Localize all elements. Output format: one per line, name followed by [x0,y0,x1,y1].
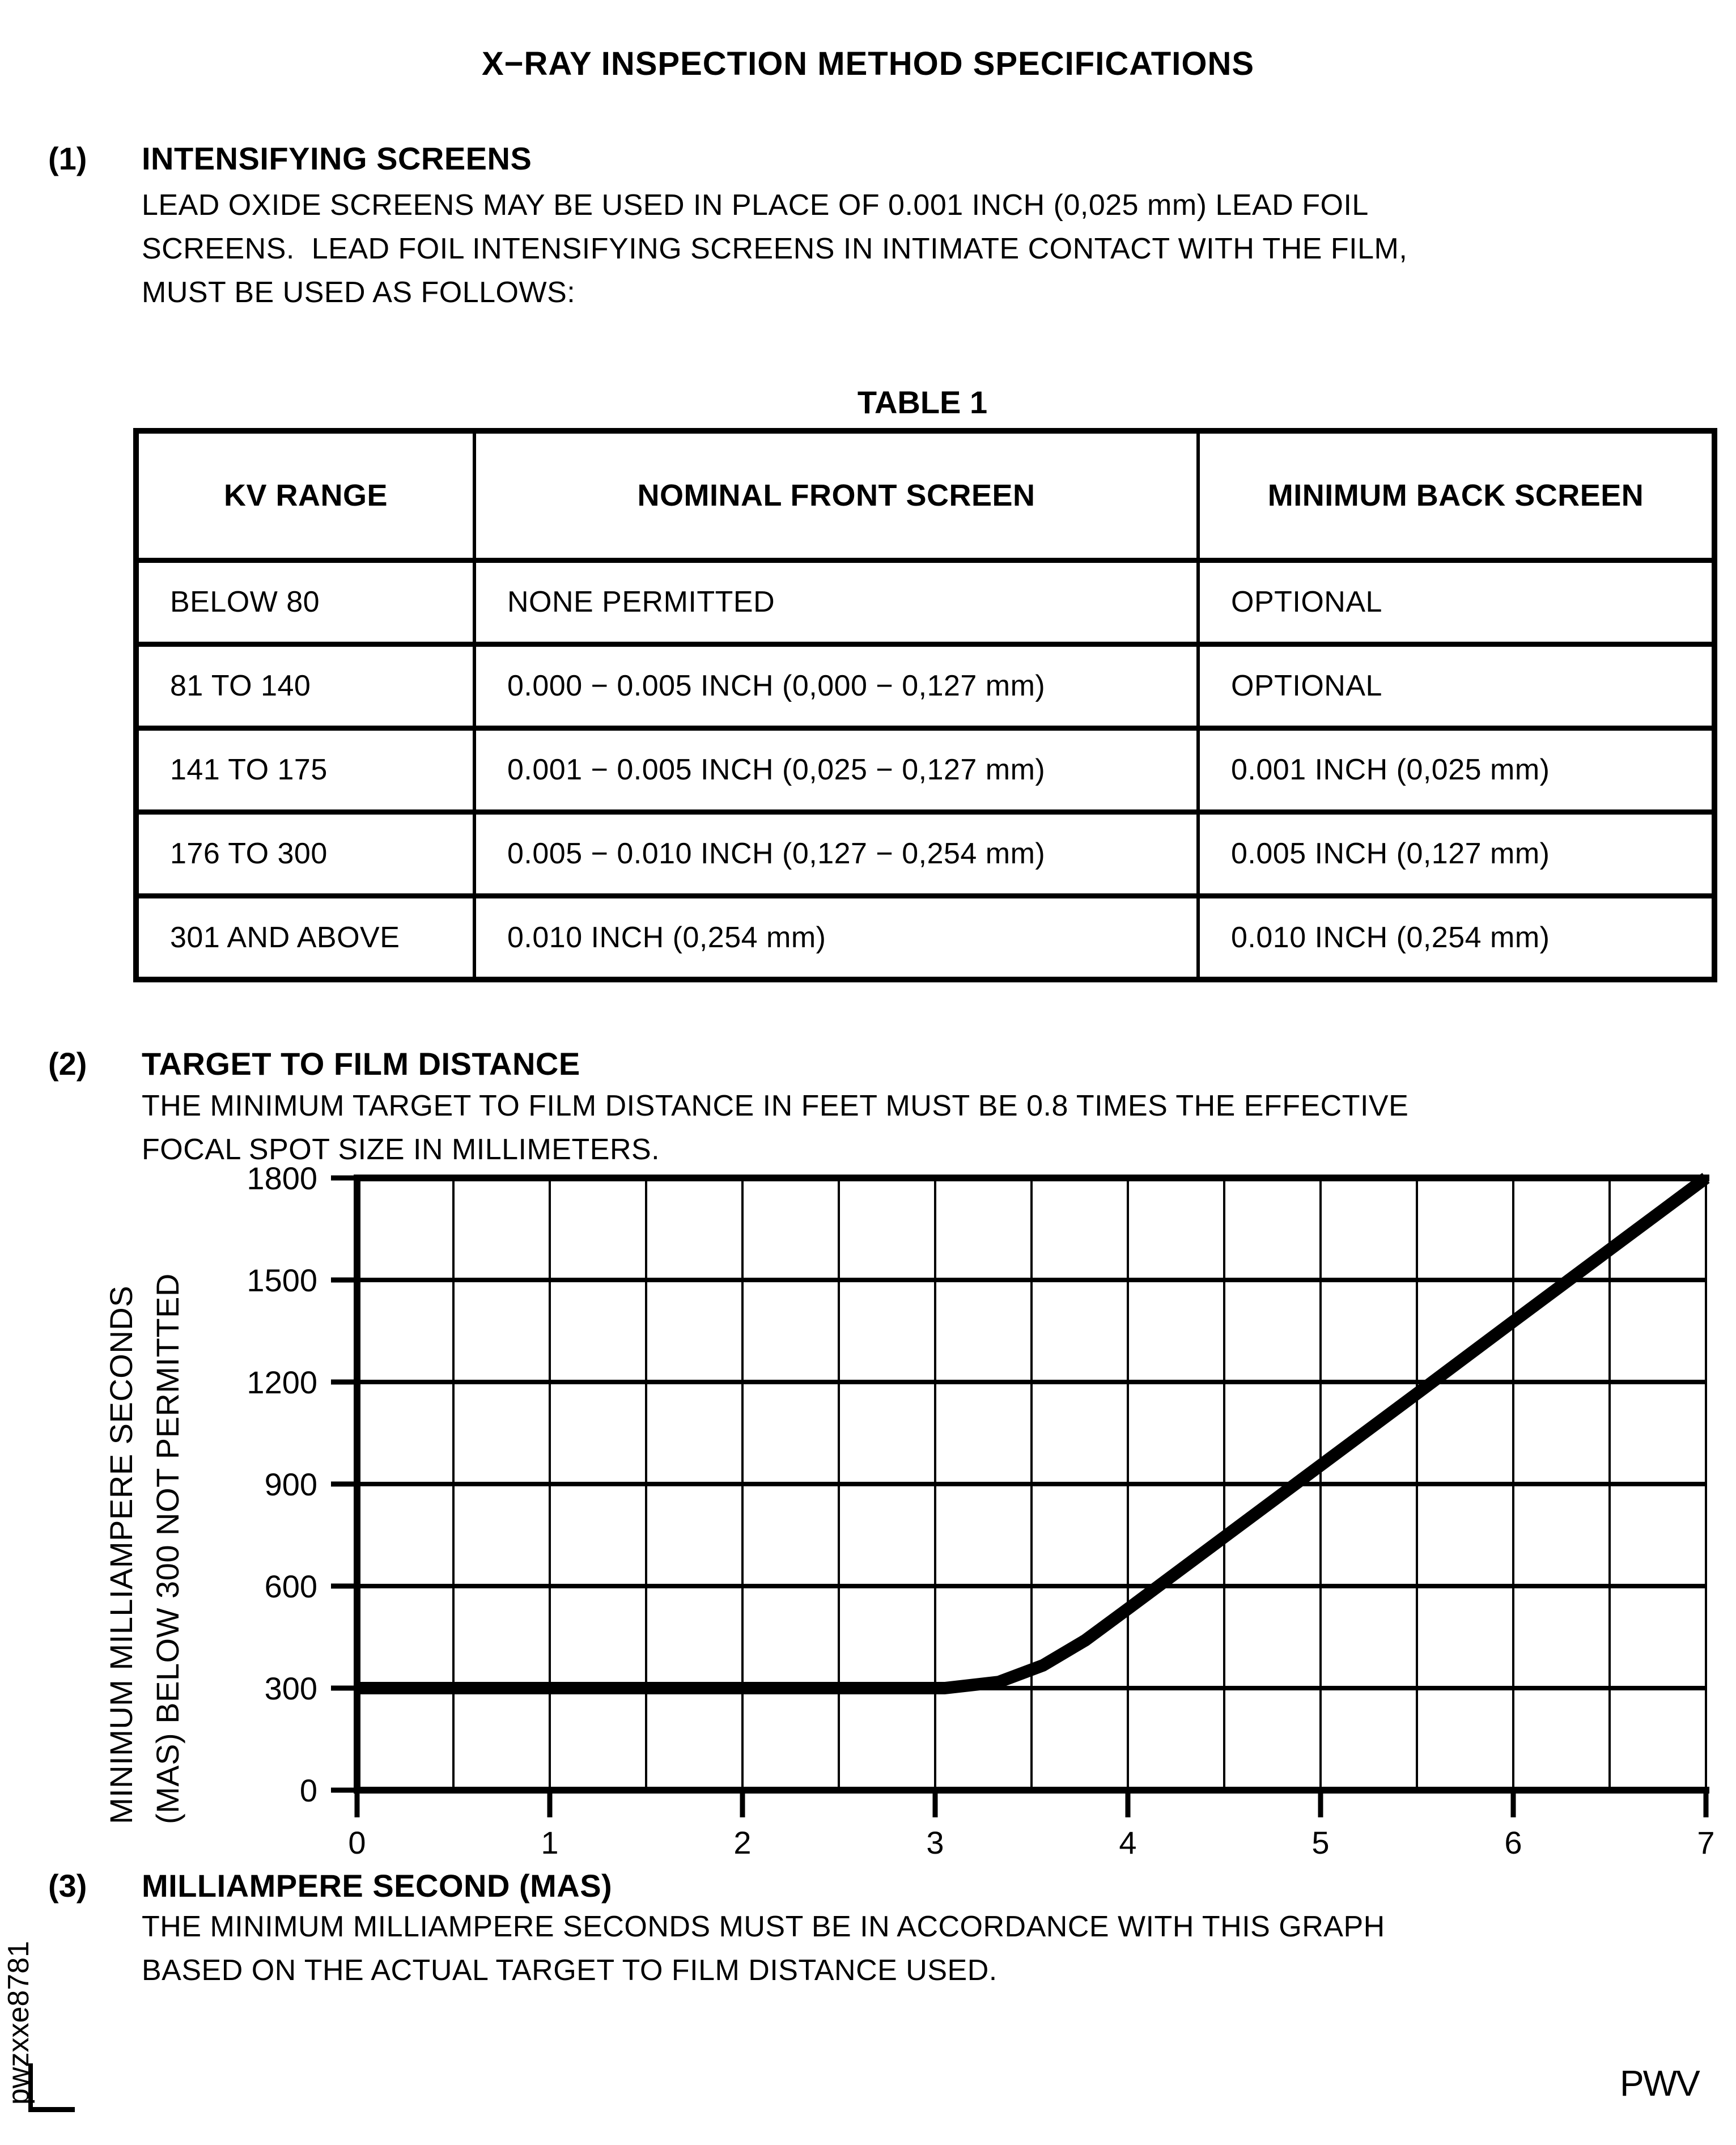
tick-label: 2 [733,1825,752,1860]
table-cell: 81 TO 140 [136,644,474,728]
tick-label: 7 [1697,1825,1715,1860]
section-2-heading: TARGET TO FILM DISTANCE [142,1046,580,1082]
tick-label: 0 [348,1825,366,1860]
table-cell: 141 TO 175 [136,728,474,812]
mas-chart-svg [215,1145,1736,1905]
table-cell: BELOW 80 [136,560,474,644]
table-cell: 0.010 INCH (0,254 mm) [1198,896,1714,980]
tick-label: 4 [1119,1825,1137,1860]
column-header: KV RANGE [136,431,474,560]
table-cell: 0.000 − 0.005 INCH (0,000 − 0,127 mm) [474,644,1198,728]
tick-label: 0 [299,1773,317,1808]
section-1-number: (1) [48,141,87,176]
spec-table-head [136,431,1714,560]
table-cell: 0.001 − 0.005 INCH (0,025 − 0,127 mm) [474,728,1198,812]
section-3-heading: MILLIAMPERE SECOND (MAS) [142,1868,613,1904]
axis-ticks [331,1178,1706,1817]
tick-label: 5 [1311,1825,1330,1860]
section-3-line: BASED ON THE ACTUAL TARGET TO FILM DISTANCE USED. [142,1954,998,1987]
spec-table-body [136,560,1714,980]
page-title: X−RAY INSPECTION METHOD SPECIFICATIONS [481,45,1255,82]
section-3-number: (3) [48,1868,87,1904]
section-2-line: FOCAL SPOT SIZE IN MILLIMETERS. [142,1133,660,1166]
table-cell: OPTIONAL [1198,644,1714,728]
sidebar-bracket-horizontal [28,2107,75,2112]
section-1-heading: INTENSIFYING SCREENS [142,141,532,176]
tick-label: 1800 [247,1160,317,1196]
section-1-line: LEAD OXIDE SCREENS MAY BE USED IN PLACE OF 0.001 INCH (0,025 mm) LEAD FOIL [142,189,1369,222]
column-header: MINIMUM BACK SCREEN [1198,431,1714,560]
tick-label: 3 [926,1825,944,1860]
section-2-line: THE MINIMUM TARGET TO FILM DISTANCE IN FEET MUST BE 0.8 TIMES THE EFFECTIVE [142,1090,1409,1122]
table-cell: 0.010 INCH (0,254 mm) [474,896,1198,980]
table-header-row [136,431,1714,560]
table-row [136,728,1714,812]
tick-label: 1200 [247,1364,317,1400]
section-2-number: (2) [48,1046,87,1082]
y-axis-label-line-2: (MAS) BELOW 300 NOT PERMITTED [150,1273,185,1824]
table-cell: 0.005 INCH (0,127 mm) [1198,812,1714,896]
table-cell: NONE PERMITTED [474,560,1198,644]
table-row [136,644,1714,728]
tick-label: 1500 [247,1262,317,1298]
table-row [136,896,1714,980]
axis-tick-labels [247,1160,1714,1860]
footer-code: PWV [1620,2063,1699,2104]
tick-label: 600 [264,1569,317,1604]
section-3-line: THE MINIMUM MILLIAMPERE SECONDS MUST BE IN ACCORDANCE WITH THIS GRAPH [142,1910,1385,1943]
table-cell: 0.001 INCH (0,025 mm) [1198,728,1714,812]
tick-label: 300 [264,1671,317,1706]
table-cell: 176 TO 300 [136,812,474,896]
tick-label: 6 [1504,1825,1522,1860]
chart-gridlines [357,1178,1706,1790]
table-caption: TABLE 1 [857,384,988,420]
column-header: NOMINAL FRONT SCREEN [474,431,1198,560]
tick-label: 900 [264,1466,317,1502]
sidebar-code: pwzxxe8781 [2,1940,35,2105]
tick-label: 1 [541,1825,559,1860]
section-1-line: SCREENS. LEAD FOIL INTENSIFYING SCREENS IN INTIMATE CONTACT WITH THE FILM, [142,232,1408,265]
table-cell: 301 AND ABOVE [136,896,474,980]
table-cell: OPTIONAL [1198,560,1714,644]
section-1-line: MUST BE USED AS FOLLOWS: [142,276,576,309]
table-row [136,812,1714,896]
table-row [136,560,1714,644]
y-axis-label-line-1: MINIMUM MILLIAMPERE SECONDS [103,1285,139,1824]
table-cell: 0.005 − 0.010 INCH (0,127 − 0,254 mm) [474,812,1198,896]
spec-table [133,428,1717,982]
